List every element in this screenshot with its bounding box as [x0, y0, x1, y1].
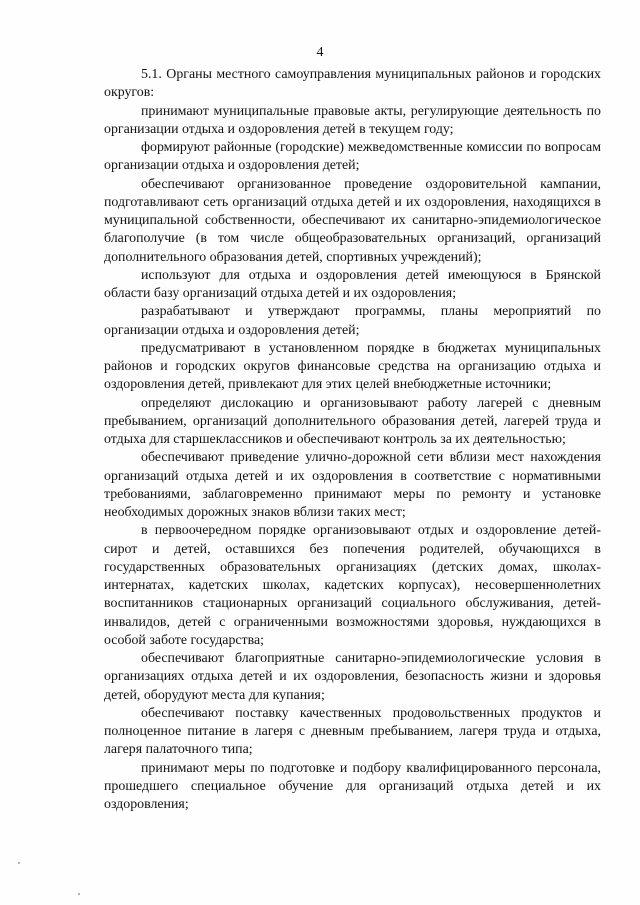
body-paragraph: разрабатывают и утверждают программы, планы мероприятий по организации отдыха и оздоровления детей;	[104, 304, 601, 338]
body-paragraph: предусматривают в установленном порядке в бюджетах муниципальных районов и городских округов финансовые средства на организацию отдыха и оздоровления детей, привлекают для этих целей внебюджетные источники;	[104, 340, 601, 393]
body-paragraph: обеспечивают приведение улично-дорожной сети вблизи мест нахождения организаций отдыха детей и их оздоровления в соответствие с нормативными требованиями, заблаговременно принимают меры по ремонту и установке необходимых дорожных знаков вблизи таких мест;	[104, 450, 601, 520]
body-paragraph: в первоочередном порядке организовывают отдых и оздоровление детей-сирот и детей, оставшихся без попечения родителей, обучающихся в государственных образовательных организациях (детских домах, школах-интернатах, кадетских школах, кадетских корпусах), несовершеннолетних воспитанников стационарных организаций социального обслуживания, детей-инвалидов, детей с ограниченными возможностями здоровья, нуждающихся в особой заботе государства;	[104, 523, 601, 648]
body-paragraph: обеспечивают поставку качественных продовольственных продуктов и полноценное питание в лагеря с дневным пребыванием, лагеря труда и отдыха, лагеря палаточного типа;	[104, 705, 601, 758]
body-paragraph: обеспечивают организованное проведение оздоровительной кампании, подготавливают сеть организаций отдыха детей и их оздоровления, находящихся в муниципальной собственности, обеспечивают их санитарно-эпидемиологическое благополучие (в том числе общеобразовательных организаций, организаций дополнительного образования детей, спортивных учреждений);	[104, 176, 601, 265]
document-body	[104, 66, 601, 814]
scan-artifact	[78, 893, 80, 895]
body-paragraph: формируют районные (городские) межведомственные комиссии по вопросам организации отдыха и оздоровления детей;	[104, 140, 601, 174]
scan-artifact	[18, 862, 20, 864]
body-paragraph: используют для отдыха и оздоровления детей имеющуюся в Брянской области базу организаций отдыха детей и их оздоровления;	[104, 267, 601, 301]
page-number: 4	[316, 45, 324, 60]
body-paragraph: принимают меры по подготовке и подбору квалифицированного персонала, прошедшего специальное обучение для организаций отдыха детей и их оздоровления;	[104, 760, 601, 812]
body-paragraph: определяют дислокацию и организовывают работу лагерей с дневным пребыванием, организаций дополнительного образования детей, лагерей труда и отдыха для старшеклассников и обеспечивают контроль за их деятельностью;	[104, 395, 601, 447]
section-heading-paragraph: 5.1. Органы местного самоуправления муниципальных районов и городских округов:	[104, 67, 601, 101]
body-paragraph: принимают муниципальные правовые акты, регулирующие деятельность по организации отдыха и оздоровления детей в текущем году;	[104, 103, 601, 137]
body-paragraph: обеспечивают благоприятные санитарно-эпидемиологические условия в организациях отдыха детей и их оздоровления, безопасность жизни и здоровья детей, оборудуют места для купания;	[104, 651, 601, 703]
